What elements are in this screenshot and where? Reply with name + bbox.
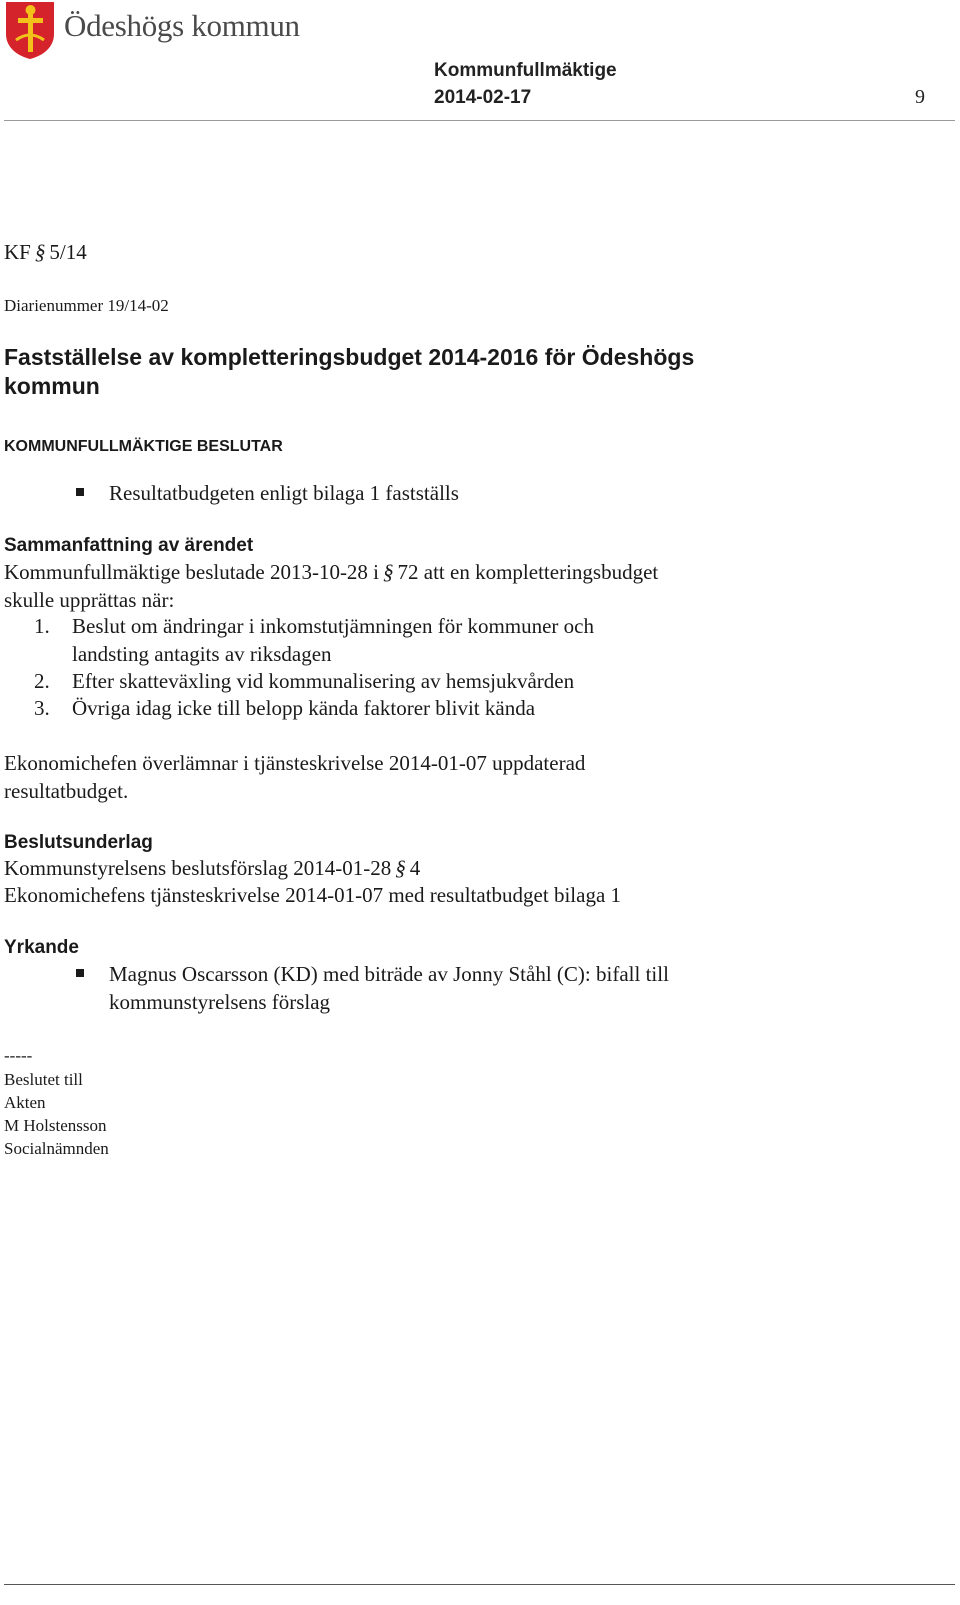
org-name: Ödeshögs kommun	[64, 8, 300, 43]
case-reference	[4, 240, 87, 265]
section-symbol: §	[34, 240, 46, 264]
decision-heading: KOMMUNFULLMÄKTIGE BESLUTAR	[4, 438, 283, 455]
square-bullet-icon	[76, 488, 84, 496]
list-item-number: 3.	[34, 696, 50, 720]
summary-intro-start: Kommunfullmäktige beslutade 2013-10-28 i	[4, 560, 380, 584]
summary-heading: Sammanfattning av ärendet	[4, 535, 254, 556]
summary-intro-line2: skulle upprättas när:	[4, 588, 175, 612]
list-item-text: Övriga idag icke till belopp kända faktorer blivit kända	[72, 696, 536, 720]
decision-item-text: Resultatbudgeten enligt bilaga 1 fastställs	[109, 481, 459, 505]
decision-item	[76, 479, 459, 507]
meeting-name: Kommunfullmäktige	[434, 60, 617, 81]
municipality-logo	[4, 0, 314, 62]
section-symbol: §	[395, 856, 406, 880]
list-item-number: 2.	[34, 669, 50, 693]
distribution-recipient: Socialnämnden	[4, 1139, 109, 1158]
basis-line1	[4, 854, 420, 882]
basis-line1-end: 4	[409, 856, 421, 880]
list-item	[0, 612, 712, 668]
list-item-text	[72, 612, 712, 668]
document-title: Fastställelse av kompletteringsbudget 2014-2016 för Ödeshögs kommun	[4, 344, 695, 399]
square-bullet-icon	[76, 969, 84, 977]
diary-number: Diarienummer 19/14-02	[4, 296, 169, 315]
basis-heading: Beslutsunderlag	[4, 832, 153, 853]
list-item-number: 1.	[34, 614, 50, 638]
summary-intro	[4, 558, 658, 586]
list-item-text: Efter skatteväxling vid kommunalisering av hemsjukvården	[72, 669, 575, 693]
list-item	[0, 667, 712, 695]
distribution-separator: -----	[4, 1046, 33, 1065]
footer-divider	[4, 1584, 955, 1585]
list-item-line: landsting antagits av riksdagen	[72, 642, 332, 666]
list-item	[0, 694, 712, 722]
header-divider	[4, 120, 955, 121]
distribution-recipient: Akten	[4, 1093, 46, 1112]
motions-heading: Yrkande	[4, 937, 79, 958]
case-number: 5/14	[49, 240, 87, 264]
case-prefix: KF	[4, 240, 31, 264]
list-item-line: Beslut om ändringar i inkomstutjämningen för kommuner och	[72, 614, 594, 638]
page-number: 9	[915, 86, 925, 108]
summary-closing-line2: resultatbudget.	[4, 779, 129, 803]
motion-item-text	[109, 960, 769, 1016]
basis-line1-start: Kommunstyrelsens beslutsförslag 2014-01-28	[4, 856, 392, 880]
motion-line: kommunstyrelsens förslag	[109, 990, 331, 1014]
meeting-date: 2014-02-17	[434, 87, 532, 108]
distribution-heading: Beslutet till	[4, 1070, 83, 1089]
motion-item	[76, 960, 769, 1016]
motion-line: Magnus Oscarsson (KD) med biträde av Jonny Ståhl (C): bifall till	[109, 962, 669, 986]
basis-line2: Ekonomichefens tjänsteskrivelse 2014-01-07 med resultatbudget bilaga 1	[4, 883, 622, 907]
distribution-recipient: M Holstensson	[4, 1116, 107, 1135]
summary-closing-line1: Ekonomichefen överlämnar i tjänsteskrivelse 2014-01-07 uppdaterad	[4, 751, 586, 775]
summary-intro-end: 72 att en kompletteringsbudget	[397, 560, 659, 584]
municipal-coat-of-arms-icon	[4, 0, 56, 60]
section-symbol: §	[383, 560, 394, 584]
